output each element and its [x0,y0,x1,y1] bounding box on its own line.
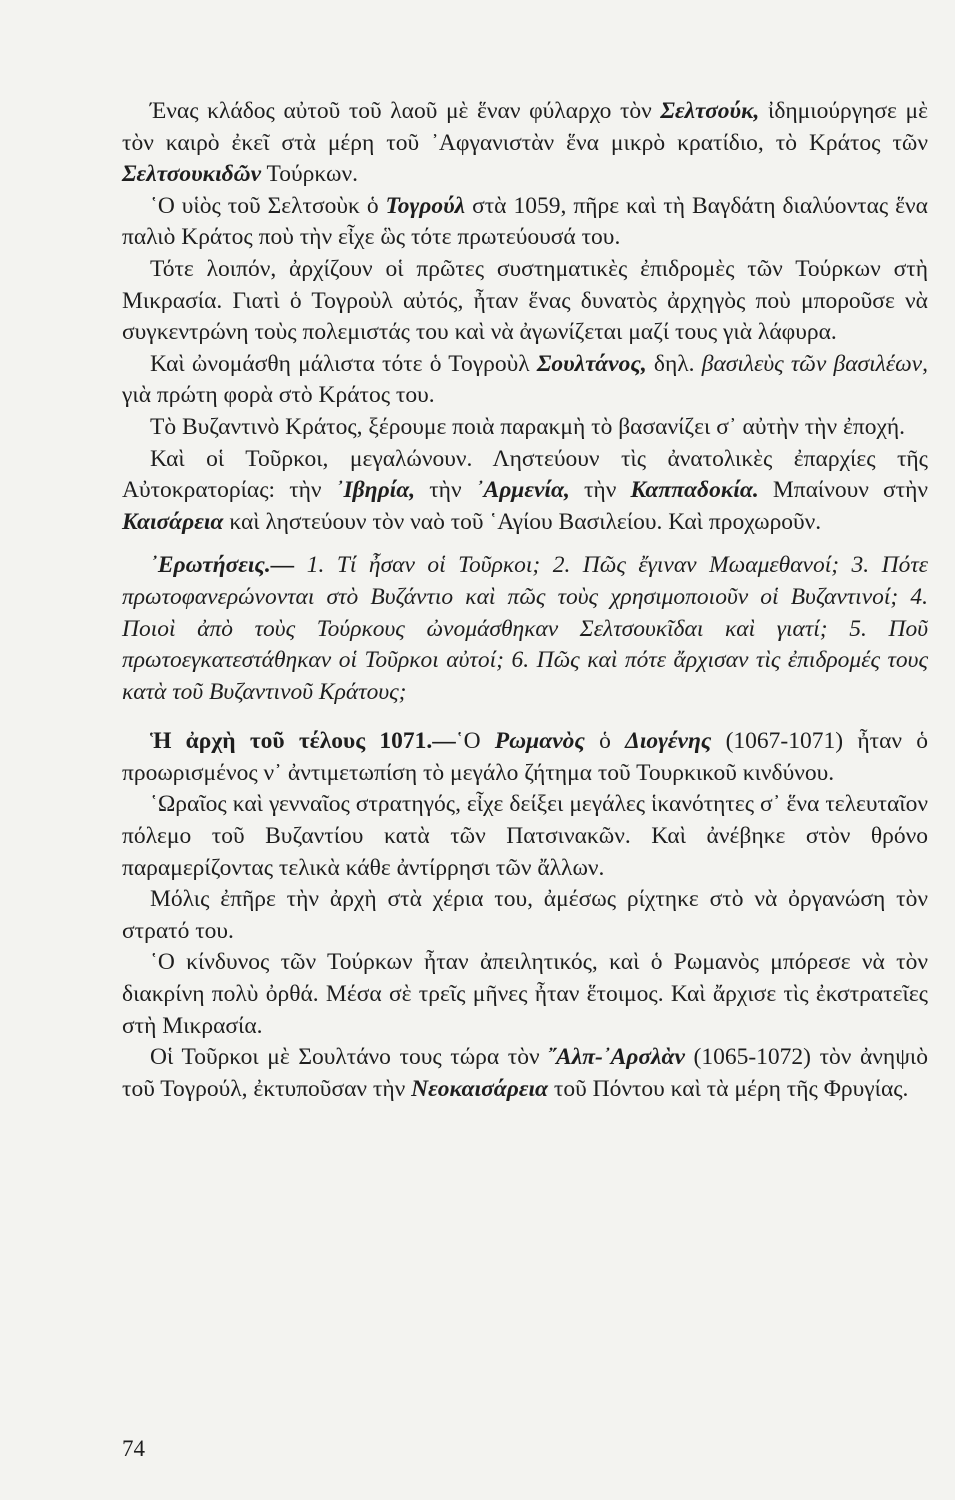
emphasis-togroul: Τογρούλ [385,192,466,219]
paragraph-5: Τὸ Βυζαντινὸ Κράτος, ξέρουμε ποιὰ παρακμὴ τὸ βασανίζει σ᾽ αὐτὴν τὴν ἐποχή. [150,413,906,440]
page-number: 74 [122,1436,145,1461]
paragraph-4: Καὶ ὠνομάσθη μάλιστα τότε ὁ Τογροὺλ Σουλτάνος, δηλ. βασιλεὺς τῶν βασιλέων, γιὰ πρώτη φορὰ στὸ Κράτος του. [122,350,928,409]
paragraph-8: ῾Ωραῖος καὶ γενναῖος στρατηγός, εἶχε δείξει μεγάλες ἱκανότητες σ᾽ ἕνα τελευταῖον πόλεμο τοῦ Βυζαντίου κατὰ τῶν Πατσινακῶν. Καὶ ἀνέβηκε στὸν θρόνο παραμερίζοντας τελικὰ κάθε ἀντίρρησι τῶν ἄλλων. [122,791,928,881]
emphasis-kaisareia: Καισάρεια [122,508,224,535]
emphasis-diogenis: Διογένης [625,728,712,755]
emphasis-seltsouk: Σελτσούκ, [660,98,760,124]
paragraph-11: Οἱ Τοῦρκοι μὲ Σουλτάνο τους τώρα τὸν ῎Αλπ-᾽Αρσλὰν (1065-1072) τὸν ἀνηψιὸ τοῦ Τογρούλ, ἐκτυποῦσαν τὴν Νεοκαισάρεια τοῦ Πόντου καὶ τὰ μέρη τῆς Φρυγίας. [122,1044,929,1102]
paragraph-1: Ένας κλάδος αὐτοῦ τοῦ λαοῦ μὲ ἕναν φύλαρχο τὸν Σελτσούκ, ἰδημιούργησε μὲ τὸν καιρὸ ἐκεῖ στὰ μέρη τοῦ ᾽Αφγανιστὰν ἕνα μικρὸ κρατίδιο, τὸ Κράτος τῶν Σελτσουκιδῶν Τούρκων. [122,98,929,188]
paragraph-2: ῾Ο υἱὸς τοῦ Σελτσοὺκ ὁ Τογρούλ στὰ 1059, πῆρε καὶ τὴ Βαγδάτη διαλύοντας ἕνα παλιὸ Κράτος ποὺ τὴν εἶχε ὣς τότε πρωτεύουσά του. [122,192,928,251]
paragraph-9: Μόλις ἐπῆρε τὴν ἀρχὴ στὰ χέρια του, ἀμέσως ρίχτηκε στὸ νὰ ὀργανώση τὸν στρατό του. [122,886,928,944]
paragraph-10: ῾Ο κίνδυνος τῶν Τούρκων ἦταν ἀπειλητικός, καὶ ὁ Ρωμανὸς μπόρεσε νὰ τὸν διακρίνη πολὺ ὀρθά. Μέσα σὲ τρεῖς μῆνες ἦταν ἕτοιμος. Καὶ ἄρχισε τὶς ἐκστρατεῖες στὴ Μικρασία. [122,949,928,1039]
emphasis-seltsoukidon: Σελτσουκιδῶν [122,161,262,188]
section-heading: Ἡ ἀρχὴ τοῦ τέλους 1071.— [150,728,456,755]
emphasis-kappadokia: Καππαδοκία. [630,477,759,504]
questions-block [122,550,928,708]
emphasis-soultanos: Σουλτάνος, [536,350,647,377]
paragraph-3: Τότε λοιπόν, ἀρχίζουν οἱ πρῶτες συστηματικὲς ἐπιδρομὲς τῶν Τούρκων στὴ Μικρασία. Γιατὶ ὁ Τογροὺλ αὐτός, ἦταν ἕνας δυνατὸς ἀρχηγὸς ποὺ μποροῦσε νὰ συγκεντρώνη τοὺς πολεμιστάς του καὶ νὰ ἀγωνίζεται μαζί τους γιὰ λάφυρα. [122,255,928,346]
emphasis-iviria: ᾽Ιβηρία, [335,477,416,504]
questions-label: ᾽Ερωτήσεις.— [150,552,295,579]
questions-text: 1. Τί ἦσαν οἱ Τοῦρκοι; 2. Πῶς ἔγιναν Μωαμεθανοί; 3. Πότε πρωτοφανερώνονται στὸ Βυζάντιο καὶ πῶς τοὺς χρησιμοποιοῦν οἱ Βυζαντινοί; 4. Ποιοὶ ἀπὸ τοὺς Τούρκους ὠνομάσθηκαν Σελτσουκῖδαι καὶ γιατί; 5. Ποῦ πρωτοεγκατεστάθηκαν οἱ Τοῦρκοι αὐτοί; 6. Πῶς καὶ πότε ἄρχισαν τὶς ἐπιδρομές τους κατὰ τοῦ Βυζαντινοῦ Κράτους; [122,552,928,705]
page-body [122,96,928,1105]
emphasis-vasileus: βασιλεὺς τῶν βασιλέων, [701,350,928,377]
paragraph-7: Ἡ ἀρχὴ τοῦ τέλους 1071.—῾Ο Ρωμανὸς ὁ Διογένης (1067-1071) ἦταν ὁ προωρισμένος ν᾽ ἀντιμετωπίση τὸ μεγάλο ζήτημα τοῦ Τουρκικοῦ κινδύνου. [122,728,928,786]
emphasis-armenia: ᾽Αρμενία, [475,477,570,504]
emphasis-alp-arslan: ῎Αλπ-᾽Αρσλὰν [548,1044,685,1071]
paragraph-6: Καὶ οἱ Τοῦρκοι, μεγαλώνουν. Ληστεύουν τὶς ἀνατολικὲς ἐπαρχίες τῆς Αὐτοκρατορίας: τὴν ᾽Ιβηρία, τὴν ᾽Αρμενία, τὴν Καππαδοκία. Μπαίνουν στὴν Καισάρεια καὶ ληστεύουν τὸν ναὸ τοῦ ῾Αγίου Βασιλείου. Καὶ προχωροῦν. [122,445,928,535]
emphasis-neokaisareia: Νεοκαισάρεια [411,1075,549,1102]
emphasis-romanos: Ρωμανὸς [494,728,585,755]
